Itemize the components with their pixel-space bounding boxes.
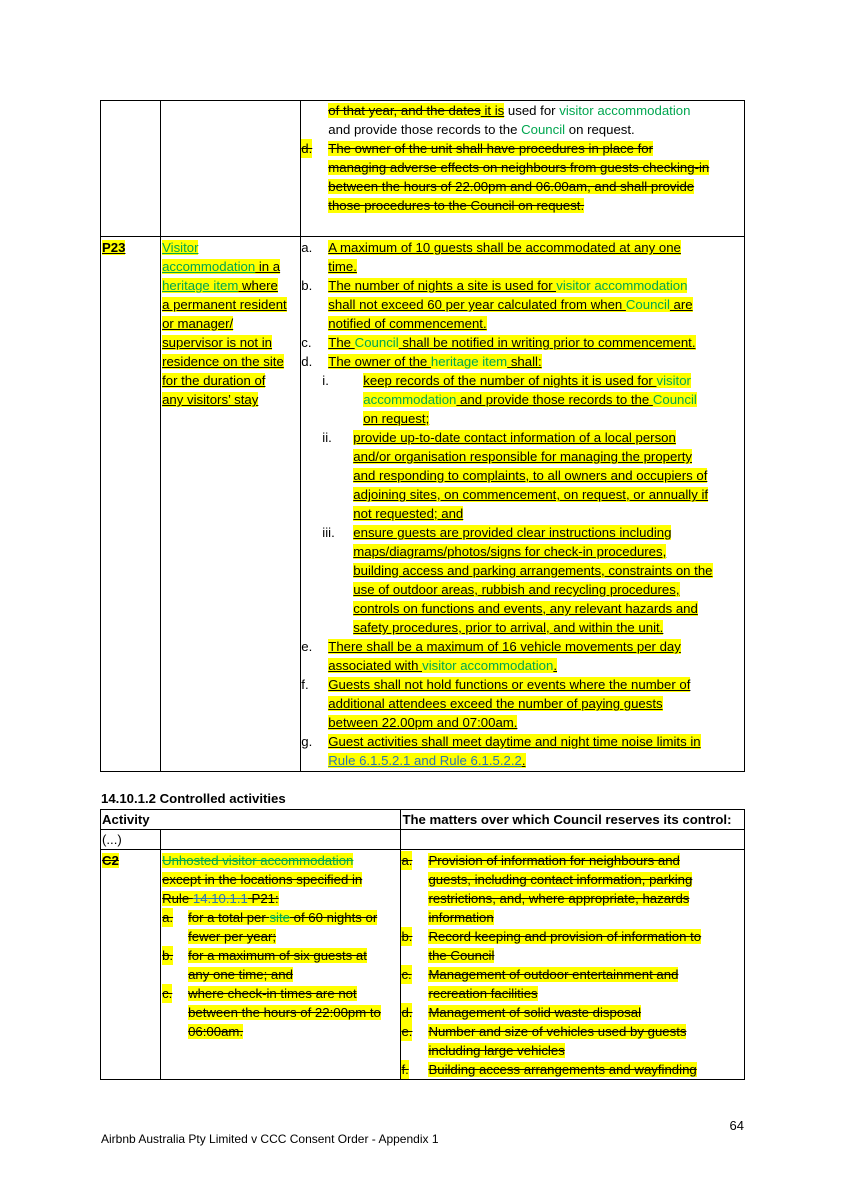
list-item: d. Management of solid waste disposal bbox=[401, 1005, 642, 1020]
continuation-text: of that year, and the dates it is used for visitor accommodation and provide those records to the Council on request. bbox=[328, 103, 691, 137]
list-item: a. for a total per site of 60 nights or fewer per year; bbox=[162, 910, 378, 944]
page-number: 64 bbox=[729, 1118, 744, 1133]
activity-cell: Unhosted visitor accommodation except in the locations specified in Rule 14.10.1.1 P21: a. for a total per site of 60 nights or fewer per year; b. for a maximum of six guests at any one time; and c. where check-in times are not between the hours of 22:00pm to 06:00am. bbox=[161, 850, 401, 1080]
footer-text: Airbnb Australia Pty Limited v CCC Consent Order - Appendix 1 bbox=[101, 1132, 439, 1146]
column-header-activity: Activity bbox=[102, 812, 150, 827]
sub-list-item: iii. ensure guests are provided clear instructions including maps/diagrams/photos/signs for check-in procedures, building access and parking arrangements, constraints on the use of outdoor areas, rubbish and recycling procedures, controls on functions and events, any relevant hazards and safety procedures, prior to arrival, and within the unit. bbox=[322, 525, 713, 635]
activity-cell: Visitor accommodation in a heritage item where a permanent resident or manager/ supervisor is not in residence on the site for the duration of any visitors’ stay bbox=[161, 237, 301, 772]
rule-code: C2 bbox=[102, 853, 119, 868]
rule-link[interactable]: Rule 6.1.5.2.1 and Rule 6.1.5.2.2 bbox=[328, 753, 522, 768]
matters-cell bbox=[401, 850, 745, 1080]
sub-list-item: i. keep records of the number of nights it is used for visitor accommodation and provide those records to the Council on request; bbox=[322, 373, 697, 426]
column-header-matters: The matters over which Council reserves its control: bbox=[402, 812, 732, 827]
rules-table bbox=[100, 100, 745, 772]
list-item: c. Management of outdoor entertainment and recreation facilities bbox=[401, 967, 679, 1001]
item-marker: d. bbox=[301, 141, 313, 156]
list-item: f. Building access arrangements and wayfinding bbox=[401, 1062, 697, 1077]
controlled-activities-table bbox=[100, 809, 745, 1080]
standards-cell bbox=[301, 237, 745, 772]
list-item: c. where check-in times are not between the hours of 22:00pm to 06:00am. bbox=[162, 986, 381, 1039]
ellipsis-row: (...) bbox=[101, 830, 745, 850]
list-item: c. The Council shall be notified in writing prior to commencement. bbox=[301, 335, 696, 350]
header-row bbox=[101, 810, 745, 830]
list-item: b. The number of nights a site is used for visitor accommodation shall not exceed 60 per year calculated from when Council are notified of commencement. bbox=[301, 278, 693, 331]
list-item: e. Number and size of vehicles used by guests including large vehicles bbox=[401, 1024, 687, 1058]
rule-code: P23 bbox=[102, 240, 126, 255]
list-item: a. Provision of information for neighbours and guests, including contact information, parking restrictions, and, where appropriate, hazards information bbox=[401, 853, 693, 925]
rule-link[interactable]: 14.10.1.1 bbox=[192, 891, 248, 906]
struck-text: of that year, and the dates bbox=[328, 103, 481, 118]
sub-list-item: ii. provide up-to-date contact information of a local person and/or organisation responsible for managing the property and responding to complaints, to all owners and occupiers of adjoining sites, on commencement, on request, or annually if not requested; and bbox=[322, 430, 709, 521]
list-item: d. The owner of the heritage item shall: bbox=[301, 354, 542, 369]
rule-row-c2 bbox=[101, 850, 745, 1080]
list-item: b. Record keeping and provision of information to the Council bbox=[401, 929, 702, 963]
list-item: f. Guests shall not hold functions or events where the number of additional attendees exceed the number of paying guests between 22.00pm and 07:00am. bbox=[301, 677, 691, 730]
list-item: b. for a maximum of six guests at any one time; and bbox=[162, 948, 367, 982]
list-item: d. The owner of the unit shall have procedures in place for managing adverse effects on neighbours from guests checking-in between the hours of 22.00pm and 06.00am, and shall provide those procedures to the Council on request. bbox=[301, 141, 710, 213]
list-item: a. A maximum of 10 guests shall be accommodated at any one time. bbox=[301, 240, 681, 274]
inserted-text: it is bbox=[480, 103, 505, 118]
continuation-row bbox=[101, 101, 745, 237]
section-heading: 14.10.1.2 Controlled activities bbox=[101, 791, 286, 806]
list-item: e. There shall be a maximum of 16 vehicle movements per day associated with visitor accommodation. bbox=[301, 639, 681, 673]
rule-row-p23 bbox=[101, 237, 745, 772]
list-item: g. Guest activities shall meet daytime and night time noise limits in Rule 6.1.5.2.1 and Rule 6.1.5.2.2. bbox=[301, 734, 701, 768]
